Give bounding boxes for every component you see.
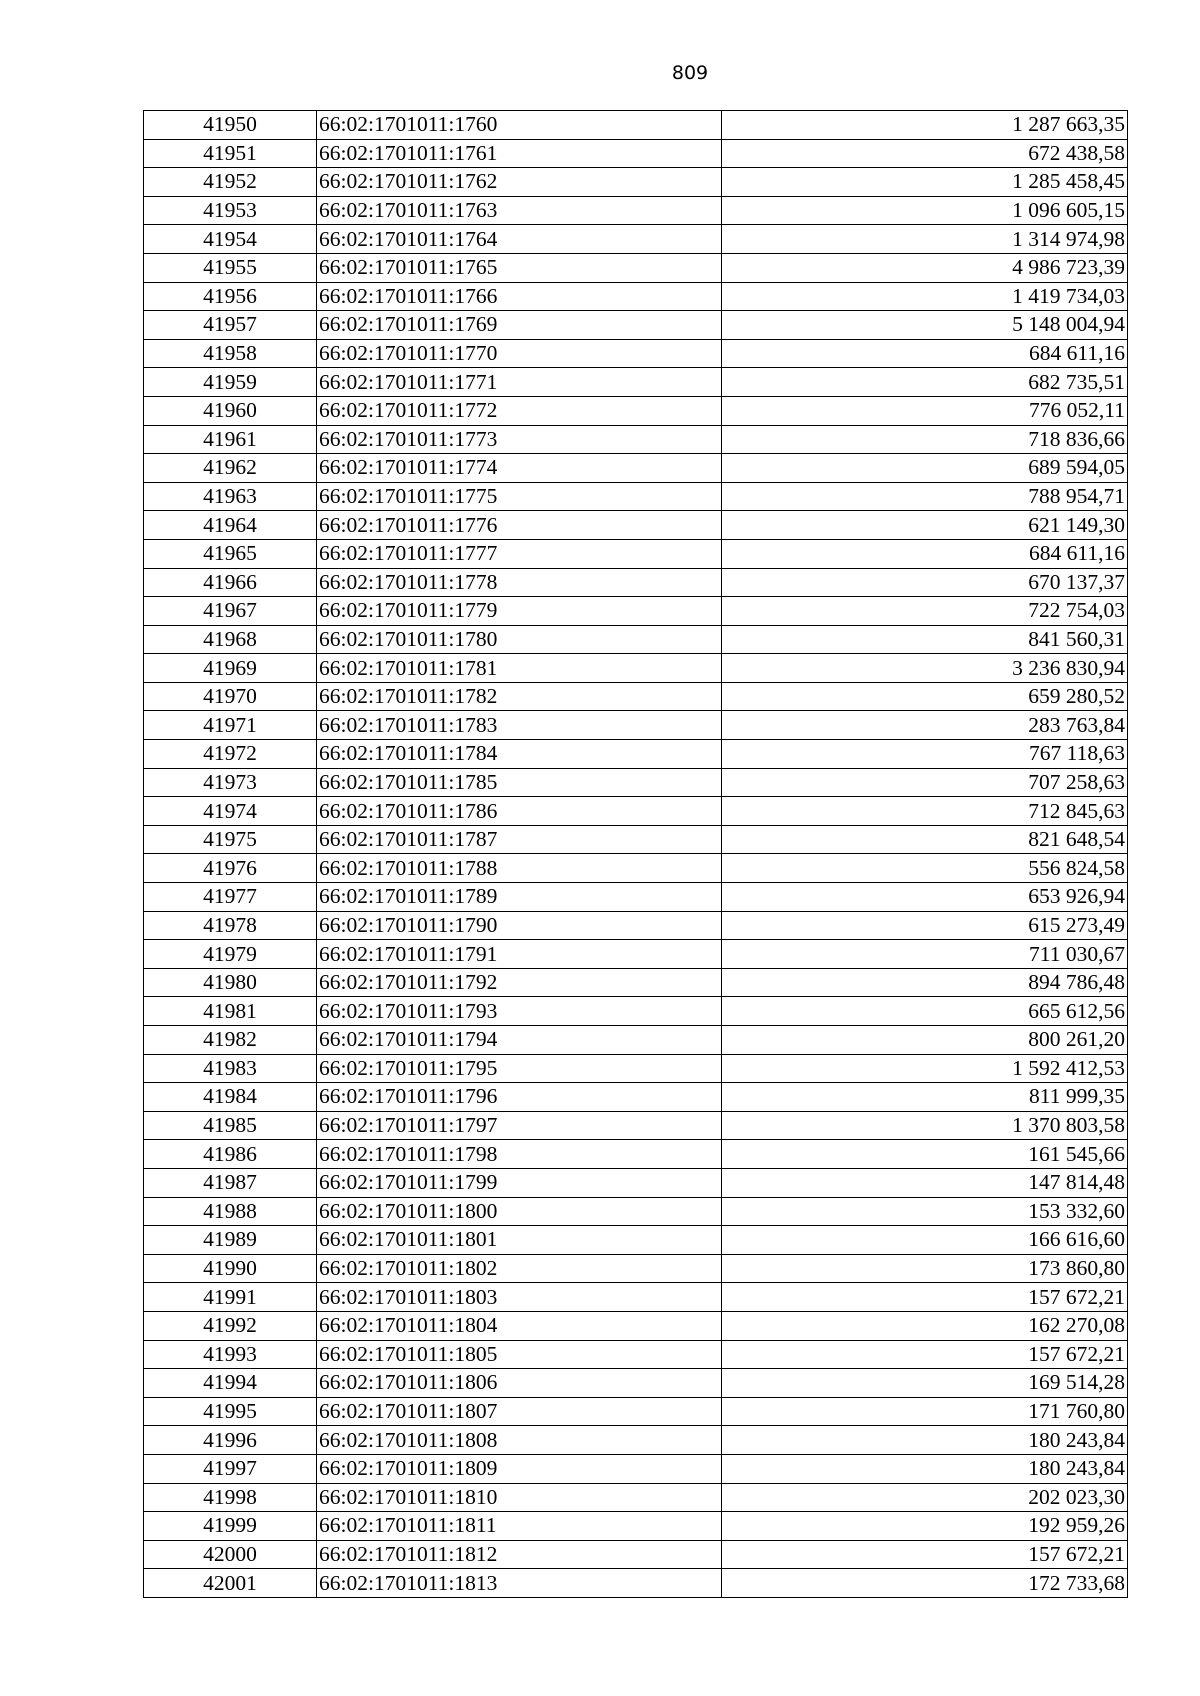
cadastral-number-cell: 66:02:1701011:1775 xyxy=(317,482,722,511)
cadastral-value-cell: 1 314 974,98 xyxy=(722,225,1128,254)
table-row xyxy=(144,997,1128,1026)
table-row xyxy=(144,339,1128,368)
cadastral-value-cell: 153 332,60 xyxy=(722,1197,1128,1226)
cadastral-number-cell: 66:02:1701011:1798 xyxy=(317,1140,722,1169)
cadastral-number-cell: 66:02:1701011:1763 xyxy=(317,196,722,225)
row-number-cell: 41968 xyxy=(144,625,317,654)
cadastral-value-cell: 689 594,05 xyxy=(722,454,1128,483)
cadastral-number-cell: 66:02:1701011:1800 xyxy=(317,1197,722,1226)
cadastral-value-cell: 670 137,37 xyxy=(722,568,1128,597)
cadastral-number-cell: 66:02:1701011:1797 xyxy=(317,1111,722,1140)
table-row xyxy=(144,968,1128,997)
table-row xyxy=(144,139,1128,168)
row-number-cell: 41952 xyxy=(144,168,317,197)
row-number-cell: 41981 xyxy=(144,997,317,1026)
table-row xyxy=(144,1168,1128,1197)
row-number-cell: 41972 xyxy=(144,740,317,769)
table-row xyxy=(144,511,1128,540)
table-row xyxy=(144,597,1128,626)
cadastral-value-cell: 283 763,84 xyxy=(722,711,1128,740)
cadastral-value-cell: 665 612,56 xyxy=(722,997,1128,1026)
table-row xyxy=(144,111,1128,140)
row-number-cell: 41965 xyxy=(144,539,317,568)
cadastral-value-cell: 811 999,35 xyxy=(722,1083,1128,1112)
cadastral-number-cell: 66:02:1701011:1785 xyxy=(317,768,722,797)
row-number-cell: 41993 xyxy=(144,1340,317,1369)
row-number-cell: 41953 xyxy=(144,196,317,225)
cadastral-number-cell: 66:02:1701011:1791 xyxy=(317,940,722,969)
cadastral-number-cell: 66:02:1701011:1784 xyxy=(317,740,722,769)
cadastral-value-cell: 1 370 803,58 xyxy=(722,1111,1128,1140)
cadastral-value-cell: 169 514,28 xyxy=(722,1369,1128,1398)
row-number-cell: 41984 xyxy=(144,1083,317,1112)
row-number-cell: 41976 xyxy=(144,854,317,883)
row-number-cell: 41988 xyxy=(144,1197,317,1226)
cadastral-value-cell: 1 592 412,53 xyxy=(722,1054,1128,1083)
row-number-cell: 41990 xyxy=(144,1254,317,1283)
table-row xyxy=(144,425,1128,454)
row-number-cell: 41994 xyxy=(144,1369,317,1398)
row-number-cell: 41974 xyxy=(144,797,317,826)
cadastral-value-cell: 712 845,63 xyxy=(722,797,1128,826)
cadastral-value-cell: 172 733,68 xyxy=(722,1569,1128,1598)
cadastral-value-cell: 1 096 605,15 xyxy=(722,196,1128,225)
table-row xyxy=(144,711,1128,740)
cadastral-number-cell: 66:02:1701011:1782 xyxy=(317,682,722,711)
row-number-cell: 41992 xyxy=(144,1311,317,1340)
row-number-cell: 41979 xyxy=(144,940,317,969)
cadastral-number-cell: 66:02:1701011:1789 xyxy=(317,883,722,912)
table-row xyxy=(144,1369,1128,1398)
cadastral-value-cell: 1 287 663,35 xyxy=(722,111,1128,140)
cadastral-number-cell: 66:02:1701011:1810 xyxy=(317,1483,722,1512)
cadastral-value-cell: 180 243,84 xyxy=(722,1426,1128,1455)
table-row xyxy=(144,740,1128,769)
cadastral-number-cell: 66:02:1701011:1774 xyxy=(317,454,722,483)
cadastral-value-cell: 4 986 723,39 xyxy=(722,253,1128,282)
row-number-cell: 41970 xyxy=(144,682,317,711)
table-row xyxy=(144,1197,1128,1226)
table-row xyxy=(144,568,1128,597)
cadastral-value-cell: 3 236 830,94 xyxy=(722,654,1128,683)
table-row xyxy=(144,1340,1128,1369)
cadastral-number-cell: 66:02:1701011:1764 xyxy=(317,225,722,254)
cadastral-value-cell: 711 030,67 xyxy=(722,940,1128,969)
row-number-cell: 41985 xyxy=(144,1111,317,1140)
cadastral-value-cell: 718 836,66 xyxy=(722,425,1128,454)
cadastral-value-cell: 161 545,66 xyxy=(722,1140,1128,1169)
table-row xyxy=(144,1226,1128,1255)
cadastral-number-cell: 66:02:1701011:1790 xyxy=(317,911,722,940)
row-number-cell: 41995 xyxy=(144,1397,317,1426)
cadastral-value-cell: 672 438,58 xyxy=(722,139,1128,168)
table-row xyxy=(144,1569,1128,1598)
table-row xyxy=(144,1397,1128,1426)
cadastral-number-cell: 66:02:1701011:1812 xyxy=(317,1540,722,1569)
cadastral-number-cell: 66:02:1701011:1787 xyxy=(317,825,722,854)
cadastral-value-cell: 162 270,08 xyxy=(722,1311,1128,1340)
cadastral-number-cell: 66:02:1701011:1811 xyxy=(317,1512,722,1541)
cadastral-number-cell: 66:02:1701011:1760 xyxy=(317,111,722,140)
row-number-cell: 41980 xyxy=(144,968,317,997)
cadastral-value-cell: 653 926,94 xyxy=(722,883,1128,912)
table-row xyxy=(144,311,1128,340)
cadastral-value-cell: 841 560,31 xyxy=(722,625,1128,654)
cadastral-value-cell: 821 648,54 xyxy=(722,825,1128,854)
table-row xyxy=(144,883,1128,912)
table-row xyxy=(144,454,1128,483)
row-number-cell: 41951 xyxy=(144,139,317,168)
cadastral-number-cell: 66:02:1701011:1799 xyxy=(317,1168,722,1197)
row-number-cell: 41978 xyxy=(144,911,317,940)
cadastral-number-cell: 66:02:1701011:1804 xyxy=(317,1311,722,1340)
cadastral-number-cell: 66:02:1701011:1786 xyxy=(317,797,722,826)
cadastral-value-cell: 722 754,03 xyxy=(722,597,1128,626)
cadastral-value-cell: 5 148 004,94 xyxy=(722,311,1128,340)
row-number-cell: 41997 xyxy=(144,1454,317,1483)
cadastral-number-cell: 66:02:1701011:1769 xyxy=(317,311,722,340)
row-number-cell: 41977 xyxy=(144,883,317,912)
cadastral-number-cell: 66:02:1701011:1772 xyxy=(317,396,722,425)
cadastral-number-cell: 66:02:1701011:1779 xyxy=(317,597,722,626)
table-row xyxy=(144,225,1128,254)
cadastral-number-cell: 66:02:1701011:1813 xyxy=(317,1569,722,1598)
row-number-cell: 41966 xyxy=(144,568,317,597)
cadastral-number-cell: 66:02:1701011:1805 xyxy=(317,1340,722,1369)
table-row xyxy=(144,253,1128,282)
row-number-cell: 41987 xyxy=(144,1168,317,1197)
cadastral-number-cell: 66:02:1701011:1780 xyxy=(317,625,722,654)
table-row xyxy=(144,539,1128,568)
cadastral-value-cell: 1 285 458,45 xyxy=(722,168,1128,197)
row-number-cell: 41964 xyxy=(144,511,317,540)
row-number-cell: 41967 xyxy=(144,597,317,626)
table-row xyxy=(144,940,1128,969)
table-row xyxy=(144,825,1128,854)
cadastral-value-cell: 800 261,20 xyxy=(722,1026,1128,1055)
table-row xyxy=(144,482,1128,511)
cadastral-value-cell: 682 735,51 xyxy=(722,368,1128,397)
table-row xyxy=(144,1311,1128,1340)
cadastral-number-cell: 66:02:1701011:1809 xyxy=(317,1454,722,1483)
cadastral-number-cell: 66:02:1701011:1781 xyxy=(317,654,722,683)
row-number-cell: 41998 xyxy=(144,1483,317,1512)
cadastral-number-cell: 66:02:1701011:1795 xyxy=(317,1054,722,1083)
cadastral-value-cell: 157 672,21 xyxy=(722,1283,1128,1312)
row-number-cell: 41982 xyxy=(144,1026,317,1055)
row-number-cell: 41983 xyxy=(144,1054,317,1083)
table-row xyxy=(144,1426,1128,1455)
cadastral-number-cell: 66:02:1701011:1776 xyxy=(317,511,722,540)
cadastral-value-cell: 767 118,63 xyxy=(722,740,1128,769)
cadastral-value-cell: 788 954,71 xyxy=(722,482,1128,511)
row-number-cell: 41960 xyxy=(144,396,317,425)
cadastral-number-cell: 66:02:1701011:1773 xyxy=(317,425,722,454)
cadastral-value-cell: 147 814,48 xyxy=(722,1168,1128,1197)
table-body xyxy=(144,111,1128,1598)
cadastral-number-cell: 66:02:1701011:1806 xyxy=(317,1369,722,1398)
cadastral-value-cell: 166 616,60 xyxy=(722,1226,1128,1255)
row-number-cell: 41962 xyxy=(144,454,317,483)
cadastral-number-cell: 66:02:1701011:1770 xyxy=(317,339,722,368)
cadastral-value-cell: 157 672,21 xyxy=(722,1340,1128,1369)
cadastral-number-cell: 66:02:1701011:1762 xyxy=(317,168,722,197)
row-number-cell: 41956 xyxy=(144,282,317,311)
cadastral-number-cell: 66:02:1701011:1783 xyxy=(317,711,722,740)
cadastral-number-cell: 66:02:1701011:1771 xyxy=(317,368,722,397)
table-row xyxy=(144,911,1128,940)
table-row xyxy=(144,1283,1128,1312)
row-number-cell: 41996 xyxy=(144,1426,317,1455)
table-row xyxy=(144,1454,1128,1483)
row-number-cell: 42001 xyxy=(144,1569,317,1598)
table-row xyxy=(144,1083,1128,1112)
cadastral-number-cell: 66:02:1701011:1793 xyxy=(317,997,722,1026)
row-number-cell: 41959 xyxy=(144,368,317,397)
table-row xyxy=(144,396,1128,425)
table-row xyxy=(144,196,1128,225)
row-number-cell: 41969 xyxy=(144,654,317,683)
cadastral-number-cell: 66:02:1701011:1788 xyxy=(317,854,722,883)
cadastral-value-table xyxy=(143,110,1128,1598)
cadastral-number-cell: 66:02:1701011:1765 xyxy=(317,253,722,282)
row-number-cell: 42000 xyxy=(144,1540,317,1569)
row-number-cell: 41989 xyxy=(144,1226,317,1255)
cadastral-number-cell: 66:02:1701011:1803 xyxy=(317,1283,722,1312)
row-number-cell: 41971 xyxy=(144,711,317,740)
row-number-cell: 41954 xyxy=(144,225,317,254)
cadastral-value-cell: 1 419 734,03 xyxy=(722,282,1128,311)
table-row xyxy=(144,797,1128,826)
cadastral-value-cell: 192 959,26 xyxy=(722,1512,1128,1541)
table-row xyxy=(144,1140,1128,1169)
cadastral-value-cell: 684 611,16 xyxy=(722,539,1128,568)
row-number-cell: 41975 xyxy=(144,825,317,854)
table-row xyxy=(144,1026,1128,1055)
cadastral-value-cell: 556 824,58 xyxy=(722,854,1128,883)
cadastral-value-cell: 171 760,80 xyxy=(722,1397,1128,1426)
cadastral-number-cell: 66:02:1701011:1794 xyxy=(317,1026,722,1055)
cadastral-number-cell: 66:02:1701011:1801 xyxy=(317,1226,722,1255)
cadastral-value-cell: 202 023,30 xyxy=(722,1483,1128,1512)
table-row xyxy=(144,1512,1128,1541)
table-row xyxy=(144,282,1128,311)
row-number-cell: 41955 xyxy=(144,253,317,282)
cadastral-number-cell: 66:02:1701011:1796 xyxy=(317,1083,722,1112)
table-row xyxy=(144,1054,1128,1083)
row-number-cell: 41973 xyxy=(144,768,317,797)
table-row xyxy=(144,768,1128,797)
cadastral-number-cell: 66:02:1701011:1802 xyxy=(317,1254,722,1283)
cadastral-value-cell: 894 786,48 xyxy=(722,968,1128,997)
cadastral-value-cell: 707 258,63 xyxy=(722,768,1128,797)
cadastral-value-cell: 173 860,80 xyxy=(722,1254,1128,1283)
row-number-cell: 41961 xyxy=(144,425,317,454)
page-number: 809 xyxy=(671,62,709,84)
table-row xyxy=(144,654,1128,683)
table-row xyxy=(144,1540,1128,1569)
row-number-cell: 41963 xyxy=(144,482,317,511)
row-number-cell: 41991 xyxy=(144,1283,317,1312)
table-row xyxy=(144,854,1128,883)
cadastral-number-cell: 66:02:1701011:1807 xyxy=(317,1397,722,1426)
cadastral-value-cell: 684 611,16 xyxy=(722,339,1128,368)
row-number-cell: 41950 xyxy=(144,111,317,140)
cadastral-number-cell: 66:02:1701011:1808 xyxy=(317,1426,722,1455)
table-row xyxy=(144,1111,1128,1140)
table-row xyxy=(144,625,1128,654)
cadastral-value-cell: 659 280,52 xyxy=(722,682,1128,711)
table-row xyxy=(144,368,1128,397)
row-number-cell: 41986 xyxy=(144,1140,317,1169)
row-number-cell: 41999 xyxy=(144,1512,317,1541)
table-row xyxy=(144,168,1128,197)
table-row xyxy=(144,1483,1128,1512)
row-number-cell: 41957 xyxy=(144,311,317,340)
cadastral-number-cell: 66:02:1701011:1761 xyxy=(317,139,722,168)
cadastral-value-cell: 621 149,30 xyxy=(722,511,1128,540)
cadastral-value-cell: 776 052,11 xyxy=(722,396,1128,425)
cadastral-number-cell: 66:02:1701011:1777 xyxy=(317,539,722,568)
cadastral-value-cell: 615 273,49 xyxy=(722,911,1128,940)
table-row xyxy=(144,1254,1128,1283)
cadastral-number-cell: 66:02:1701011:1766 xyxy=(317,282,722,311)
cadastral-number-cell: 66:02:1701011:1778 xyxy=(317,568,722,597)
cadastral-number-cell: 66:02:1701011:1792 xyxy=(317,968,722,997)
table-row xyxy=(144,682,1128,711)
row-number-cell: 41958 xyxy=(144,339,317,368)
cadastral-value-cell: 180 243,84 xyxy=(722,1454,1128,1483)
cadastral-value-cell: 157 672,21 xyxy=(722,1540,1128,1569)
